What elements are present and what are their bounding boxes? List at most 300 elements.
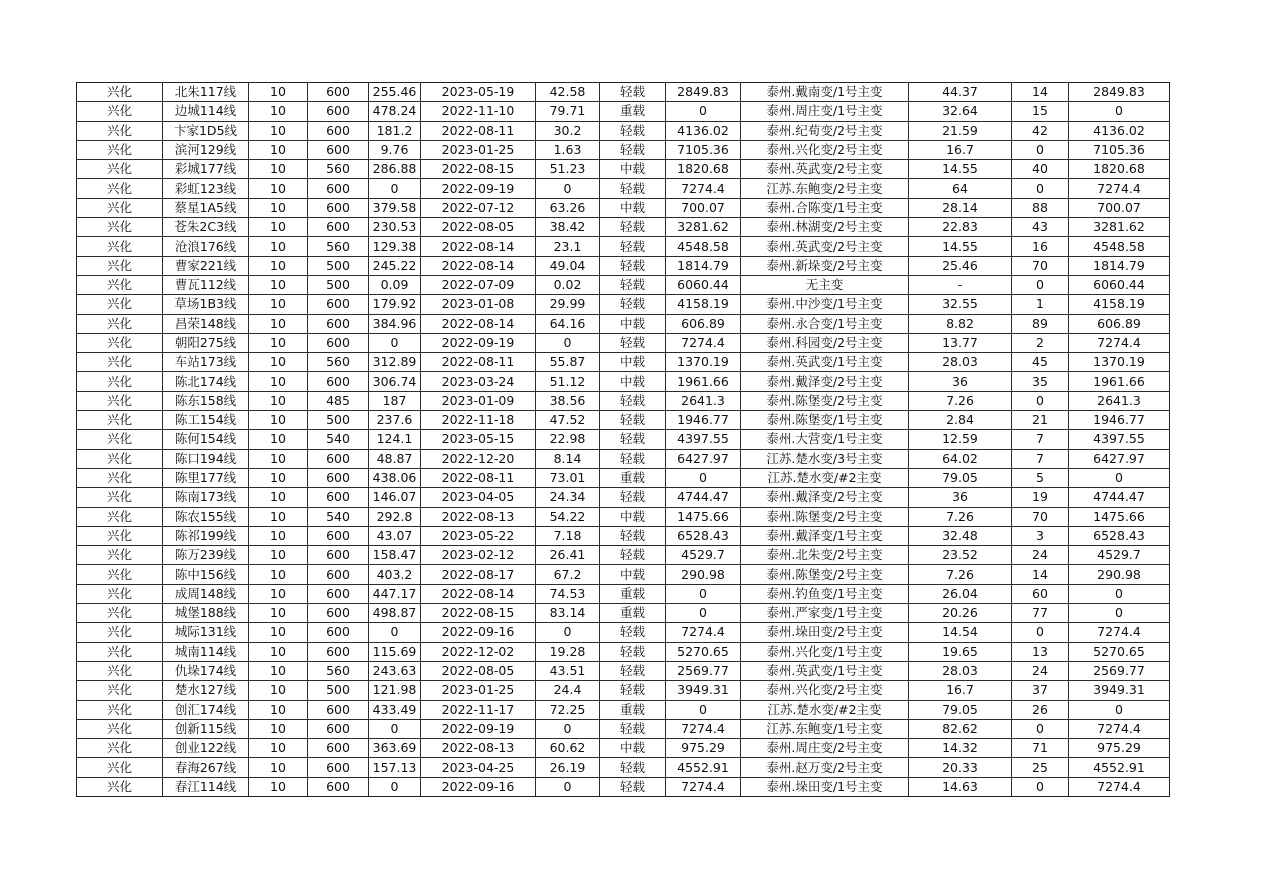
table-row bbox=[77, 526, 1170, 545]
rated-current-cell: 600 bbox=[308, 468, 369, 487]
load-status-cell: 轻载 bbox=[600, 256, 666, 275]
load-rate-cell: 42.58 bbox=[536, 83, 600, 102]
load-status-cell: 轻载 bbox=[600, 295, 666, 314]
county-cell: 兴化 bbox=[77, 83, 163, 102]
load-status-cell: 中载 bbox=[600, 198, 666, 217]
line-name-cell: 滨河129线 bbox=[163, 140, 249, 159]
rated-current-cell: 600 bbox=[308, 565, 369, 584]
rated-current-cell: 500 bbox=[308, 256, 369, 275]
available-capacity-cell: 975.29 bbox=[1069, 739, 1170, 758]
voltage-cell: 10 bbox=[249, 237, 308, 256]
date-cell: 2022-09-16 bbox=[421, 777, 536, 796]
voltage-cell: 10 bbox=[249, 353, 308, 372]
count-cell: 13 bbox=[1012, 642, 1069, 661]
voltage-cell: 10 bbox=[249, 160, 308, 179]
transformer-load-rate-cell: 7.26 bbox=[909, 507, 1012, 526]
max-current-cell: 312.89 bbox=[369, 353, 421, 372]
spreadsheet-page bbox=[76, 82, 1169, 797]
transformer-cell: 泰州.赵万变/2号主变 bbox=[741, 758, 909, 777]
line-name-cell: 草场1B3线 bbox=[163, 295, 249, 314]
remaining-capacity-cell: 6060.44 bbox=[666, 275, 741, 294]
count-cell: 5 bbox=[1012, 468, 1069, 487]
voltage-cell: 10 bbox=[249, 661, 308, 680]
rated-current-cell: 600 bbox=[308, 700, 369, 719]
voltage-cell: 10 bbox=[249, 758, 308, 777]
count-cell: 1 bbox=[1012, 295, 1069, 314]
voltage-cell: 10 bbox=[249, 700, 308, 719]
rated-current-cell: 560 bbox=[308, 237, 369, 256]
date-cell: 2023-03-24 bbox=[421, 372, 536, 391]
rated-current-cell: 600 bbox=[308, 777, 369, 796]
max-current-cell: 187 bbox=[369, 391, 421, 410]
line-name-cell: 成周148线 bbox=[163, 584, 249, 603]
remaining-capacity-cell: 4397.55 bbox=[666, 430, 741, 449]
available-capacity-cell: 1820.68 bbox=[1069, 160, 1170, 179]
available-capacity-cell: 4548.58 bbox=[1069, 237, 1170, 256]
count-cell: 25 bbox=[1012, 758, 1069, 777]
load-status-cell: 重载 bbox=[600, 604, 666, 623]
voltage-cell: 10 bbox=[249, 546, 308, 565]
date-cell: 2022-08-05 bbox=[421, 218, 536, 237]
load-rate-cell: 54.22 bbox=[536, 507, 600, 526]
max-current-cell: 245.22 bbox=[369, 256, 421, 275]
transformer-cell: 泰州.合陈变/1号主变 bbox=[741, 198, 909, 217]
available-capacity-cell: 1475.66 bbox=[1069, 507, 1170, 526]
line-name-cell: 陈祁199线 bbox=[163, 526, 249, 545]
load-status-cell: 轻载 bbox=[600, 179, 666, 198]
load-status-cell: 中载 bbox=[600, 565, 666, 584]
rated-current-cell: 560 bbox=[308, 353, 369, 372]
transformer-load-rate-cell: 32.64 bbox=[909, 102, 1012, 121]
date-cell: 2022-09-19 bbox=[421, 719, 536, 738]
date-cell: 2022-08-11 bbox=[421, 353, 536, 372]
rated-current-cell: 600 bbox=[308, 739, 369, 758]
rated-current-cell: 600 bbox=[308, 314, 369, 333]
table-row bbox=[77, 140, 1170, 159]
line-name-cell: 朝阳275线 bbox=[163, 333, 249, 352]
line-name-cell: 陈何154线 bbox=[163, 430, 249, 449]
table-row bbox=[77, 604, 1170, 623]
county-cell: 兴化 bbox=[77, 102, 163, 121]
max-current-cell: 230.53 bbox=[369, 218, 421, 237]
load-rate-cell: 83.14 bbox=[536, 604, 600, 623]
load-rate-cell: 38.42 bbox=[536, 218, 600, 237]
transformer-load-rate-cell: 28.03 bbox=[909, 353, 1012, 372]
count-cell: 40 bbox=[1012, 160, 1069, 179]
transformer-cell: 泰州.新垛变/2号主变 bbox=[741, 256, 909, 275]
date-cell: 2022-12-20 bbox=[421, 449, 536, 468]
max-current-cell: 384.96 bbox=[369, 314, 421, 333]
max-current-cell: 237.6 bbox=[369, 411, 421, 430]
line-name-cell: 陈中156线 bbox=[163, 565, 249, 584]
remaining-capacity-cell: 6427.97 bbox=[666, 449, 741, 468]
max-current-cell: 0 bbox=[369, 179, 421, 198]
voltage-cell: 10 bbox=[249, 218, 308, 237]
count-cell: 42 bbox=[1012, 121, 1069, 140]
max-current-cell: 129.38 bbox=[369, 237, 421, 256]
available-capacity-cell: 1814.79 bbox=[1069, 256, 1170, 275]
load-status-cell: 重载 bbox=[600, 102, 666, 121]
transformer-cell: 泰州.兴化变/2号主变 bbox=[741, 140, 909, 159]
rated-current-cell: 500 bbox=[308, 275, 369, 294]
date-cell: 2023-05-15 bbox=[421, 430, 536, 449]
rated-current-cell: 500 bbox=[308, 411, 369, 430]
transformer-cell: 泰州.戴泽变/2号主变 bbox=[741, 372, 909, 391]
available-capacity-cell: 7105.36 bbox=[1069, 140, 1170, 159]
date-cell: 2022-08-15 bbox=[421, 604, 536, 623]
rated-current-cell: 560 bbox=[308, 661, 369, 680]
line-name-cell: 城际131线 bbox=[163, 623, 249, 642]
remaining-capacity-cell: 4548.58 bbox=[666, 237, 741, 256]
rated-current-cell: 560 bbox=[308, 160, 369, 179]
line-name-cell: 创新115线 bbox=[163, 719, 249, 738]
table-row bbox=[77, 758, 1170, 777]
table-row bbox=[77, 739, 1170, 758]
remaining-capacity-cell: 606.89 bbox=[666, 314, 741, 333]
available-capacity-cell: 2641.3 bbox=[1069, 391, 1170, 410]
remaining-capacity-cell: 4552.91 bbox=[666, 758, 741, 777]
voltage-cell: 10 bbox=[249, 372, 308, 391]
load-rate-cell: 19.28 bbox=[536, 642, 600, 661]
available-capacity-cell: 4744.47 bbox=[1069, 488, 1170, 507]
table-row bbox=[77, 546, 1170, 565]
date-cell: 2023-01-09 bbox=[421, 391, 536, 410]
voltage-cell: 10 bbox=[249, 333, 308, 352]
county-cell: 兴化 bbox=[77, 681, 163, 700]
transformer-cell: 泰州.永合变/1号主变 bbox=[741, 314, 909, 333]
line-name-cell: 沧浪176线 bbox=[163, 237, 249, 256]
load-rate-cell: 0 bbox=[536, 179, 600, 198]
transformer-load-rate-cell: 22.83 bbox=[909, 218, 1012, 237]
transformer-cell: 泰州.纪荀变/2号主变 bbox=[741, 121, 909, 140]
line-name-cell: 卞家1D5线 bbox=[163, 121, 249, 140]
transformer-cell: 泰州.周庄变/1号主变 bbox=[741, 102, 909, 121]
transformer-cell: 泰州.钓鱼变/1号主变 bbox=[741, 584, 909, 603]
table-row bbox=[77, 411, 1170, 430]
remaining-capacity-cell: 7274.4 bbox=[666, 333, 741, 352]
remaining-capacity-cell: 7274.4 bbox=[666, 719, 741, 738]
line-name-cell: 陈万239线 bbox=[163, 546, 249, 565]
transformer-load-rate-cell: 64.02 bbox=[909, 449, 1012, 468]
date-cell: 2022-11-18 bbox=[421, 411, 536, 430]
load-status-cell: 轻载 bbox=[600, 449, 666, 468]
line-name-cell: 创业122线 bbox=[163, 739, 249, 758]
voltage-cell: 10 bbox=[249, 314, 308, 333]
max-current-cell: 124.1 bbox=[369, 430, 421, 449]
date-cell: 2023-04-05 bbox=[421, 488, 536, 507]
load-status-cell: 轻载 bbox=[600, 83, 666, 102]
date-cell: 2023-05-22 bbox=[421, 526, 536, 545]
count-cell: 89 bbox=[1012, 314, 1069, 333]
date-cell: 2022-08-14 bbox=[421, 314, 536, 333]
remaining-capacity-cell: 0 bbox=[666, 700, 741, 719]
county-cell: 兴化 bbox=[77, 372, 163, 391]
rated-current-cell: 600 bbox=[308, 295, 369, 314]
transformer-cell: 泰州.兴化变/2号主变 bbox=[741, 681, 909, 700]
remaining-capacity-cell: 4744.47 bbox=[666, 488, 741, 507]
transformer-load-rate-cell: 12.59 bbox=[909, 430, 1012, 449]
transformer-load-rate-cell: 14.55 bbox=[909, 237, 1012, 256]
count-cell: 70 bbox=[1012, 507, 1069, 526]
rated-current-cell: 600 bbox=[308, 121, 369, 140]
line-name-cell: 陈北174线 bbox=[163, 372, 249, 391]
available-capacity-cell: 0 bbox=[1069, 584, 1170, 603]
count-cell: 0 bbox=[1012, 777, 1069, 796]
rated-current-cell: 600 bbox=[308, 218, 369, 237]
date-cell: 2022-08-14 bbox=[421, 256, 536, 275]
table-row bbox=[77, 198, 1170, 217]
available-capacity-cell: 0 bbox=[1069, 102, 1170, 121]
load-rate-cell: 47.52 bbox=[536, 411, 600, 430]
transformer-cell: 泰州.陈堡变/2号主变 bbox=[741, 391, 909, 410]
county-cell: 兴化 bbox=[77, 333, 163, 352]
transformer-load-rate-cell: 20.26 bbox=[909, 604, 1012, 623]
voltage-cell: 10 bbox=[249, 468, 308, 487]
county-cell: 兴化 bbox=[77, 604, 163, 623]
transformer-load-rate-cell: 79.05 bbox=[909, 468, 1012, 487]
date-cell: 2022-08-15 bbox=[421, 160, 536, 179]
count-cell: 19 bbox=[1012, 488, 1069, 507]
county-cell: 兴化 bbox=[77, 353, 163, 372]
load-status-cell: 轻载 bbox=[600, 777, 666, 796]
transformer-cell: 泰州.大营变/1号主变 bbox=[741, 430, 909, 449]
line-name-cell: 彩城177线 bbox=[163, 160, 249, 179]
remaining-capacity-cell: 4158.19 bbox=[666, 295, 741, 314]
max-current-cell: 403.2 bbox=[369, 565, 421, 584]
count-cell: 7 bbox=[1012, 430, 1069, 449]
max-current-cell: 447.17 bbox=[369, 584, 421, 603]
line-name-cell: 楚水127线 bbox=[163, 681, 249, 700]
load-rate-cell: 0 bbox=[536, 777, 600, 796]
max-current-cell: 0 bbox=[369, 777, 421, 796]
transformer-load-rate-cell: 79.05 bbox=[909, 700, 1012, 719]
count-cell: 0 bbox=[1012, 391, 1069, 410]
transformer-load-rate-cell: 64 bbox=[909, 179, 1012, 198]
line-name-cell: 春江114线 bbox=[163, 777, 249, 796]
county-cell: 兴化 bbox=[77, 739, 163, 758]
count-cell: 3 bbox=[1012, 526, 1069, 545]
transformer-load-rate-cell: 16.7 bbox=[909, 140, 1012, 159]
date-cell: 2022-08-14 bbox=[421, 584, 536, 603]
date-cell: 2022-08-13 bbox=[421, 739, 536, 758]
line-name-cell: 曹家221线 bbox=[163, 256, 249, 275]
table-row bbox=[77, 565, 1170, 584]
available-capacity-cell: 4158.19 bbox=[1069, 295, 1170, 314]
date-cell: 2023-01-25 bbox=[421, 681, 536, 700]
table-row bbox=[77, 237, 1170, 256]
rated-current-cell: 540 bbox=[308, 430, 369, 449]
voltage-cell: 10 bbox=[249, 295, 308, 314]
date-cell: 2022-12-02 bbox=[421, 642, 536, 661]
remaining-capacity-cell: 290.98 bbox=[666, 565, 741, 584]
transformer-load-rate-cell: 25.46 bbox=[909, 256, 1012, 275]
line-name-cell: 城南114线 bbox=[163, 642, 249, 661]
load-rate-cell: 8.14 bbox=[536, 449, 600, 468]
load-status-cell: 轻载 bbox=[600, 623, 666, 642]
remaining-capacity-cell: 7274.4 bbox=[666, 777, 741, 796]
line-name-cell: 创汇174线 bbox=[163, 700, 249, 719]
transformer-load-rate-cell: 13.77 bbox=[909, 333, 1012, 352]
available-capacity-cell: 2569.77 bbox=[1069, 661, 1170, 680]
county-cell: 兴化 bbox=[77, 140, 163, 159]
county-cell: 兴化 bbox=[77, 700, 163, 719]
date-cell: 2023-02-12 bbox=[421, 546, 536, 565]
remaining-capacity-cell: 0 bbox=[666, 102, 741, 121]
date-cell: 2022-11-17 bbox=[421, 700, 536, 719]
remaining-capacity-cell: 4529.7 bbox=[666, 546, 741, 565]
voltage-cell: 10 bbox=[249, 449, 308, 468]
count-cell: 77 bbox=[1012, 604, 1069, 623]
remaining-capacity-cell: 6528.43 bbox=[666, 526, 741, 545]
transformer-load-rate-cell: 28.14 bbox=[909, 198, 1012, 217]
load-rate-cell: 0 bbox=[536, 623, 600, 642]
load-rate-cell: 60.62 bbox=[536, 739, 600, 758]
max-current-cell: 379.58 bbox=[369, 198, 421, 217]
max-current-cell: 181.2 bbox=[369, 121, 421, 140]
county-cell: 兴化 bbox=[77, 661, 163, 680]
county-cell: 兴化 bbox=[77, 411, 163, 430]
transformer-load-rate-cell: 7.26 bbox=[909, 391, 1012, 410]
load-rate-cell: 72.25 bbox=[536, 700, 600, 719]
line-name-cell: 陈工154线 bbox=[163, 411, 249, 430]
rated-current-cell: 600 bbox=[308, 372, 369, 391]
rated-current-cell: 600 bbox=[308, 623, 369, 642]
load-status-cell: 中载 bbox=[600, 314, 666, 333]
rated-current-cell: 600 bbox=[308, 642, 369, 661]
transformer-cell: 泰州.戴南变/1号主变 bbox=[741, 83, 909, 102]
available-capacity-cell: 7274.4 bbox=[1069, 623, 1170, 642]
county-cell: 兴化 bbox=[77, 121, 163, 140]
max-current-cell: 121.98 bbox=[369, 681, 421, 700]
feeder-load-table bbox=[76, 82, 1170, 797]
remaining-capacity-cell: 975.29 bbox=[666, 739, 741, 758]
count-cell: 0 bbox=[1012, 275, 1069, 294]
transformer-load-rate-cell: 23.52 bbox=[909, 546, 1012, 565]
transformer-cell: 泰州.垛田变/1号主变 bbox=[741, 777, 909, 796]
load-status-cell: 轻载 bbox=[600, 526, 666, 545]
count-cell: 0 bbox=[1012, 623, 1069, 642]
load-status-cell: 中载 bbox=[600, 160, 666, 179]
date-cell: 2022-08-17 bbox=[421, 565, 536, 584]
transformer-load-rate-cell: 20.33 bbox=[909, 758, 1012, 777]
load-rate-cell: 0 bbox=[536, 719, 600, 738]
available-capacity-cell: 7274.4 bbox=[1069, 777, 1170, 796]
max-current-cell: 478.24 bbox=[369, 102, 421, 121]
voltage-cell: 10 bbox=[249, 411, 308, 430]
load-rate-cell: 29.99 bbox=[536, 295, 600, 314]
load-rate-cell: 51.12 bbox=[536, 372, 600, 391]
transformer-load-rate-cell: 36 bbox=[909, 372, 1012, 391]
table-row bbox=[77, 507, 1170, 526]
available-capacity-cell: 1961.66 bbox=[1069, 372, 1170, 391]
voltage-cell: 10 bbox=[249, 681, 308, 700]
transformer-cell: 江苏.东鲍变/1号主变 bbox=[741, 719, 909, 738]
voltage-cell: 10 bbox=[249, 256, 308, 275]
transformer-load-rate-cell: 19.65 bbox=[909, 642, 1012, 661]
load-rate-cell: 79.71 bbox=[536, 102, 600, 121]
load-status-cell: 轻载 bbox=[600, 681, 666, 700]
county-cell: 兴化 bbox=[77, 719, 163, 738]
rated-current-cell: 600 bbox=[308, 449, 369, 468]
load-status-cell: 重载 bbox=[600, 700, 666, 719]
load-status-cell: 轻载 bbox=[600, 237, 666, 256]
available-capacity-cell: 6528.43 bbox=[1069, 526, 1170, 545]
max-current-cell: 0 bbox=[369, 333, 421, 352]
transformer-cell: 泰州.英武变/1号主变 bbox=[741, 353, 909, 372]
remaining-capacity-cell: 2849.83 bbox=[666, 83, 741, 102]
transformer-load-rate-cell: 32.55 bbox=[909, 295, 1012, 314]
county-cell: 兴化 bbox=[77, 295, 163, 314]
transformer-cell: 江苏.东鲍变/2号主变 bbox=[741, 179, 909, 198]
available-capacity-cell: 7274.4 bbox=[1069, 719, 1170, 738]
table-row bbox=[77, 160, 1170, 179]
load-status-cell: 轻载 bbox=[600, 275, 666, 294]
remaining-capacity-cell: 1820.68 bbox=[666, 160, 741, 179]
transformer-load-rate-cell: 26.04 bbox=[909, 584, 1012, 603]
load-status-cell: 中载 bbox=[600, 353, 666, 372]
load-rate-cell: 24.4 bbox=[536, 681, 600, 700]
date-cell: 2022-08-14 bbox=[421, 237, 536, 256]
table-row bbox=[77, 661, 1170, 680]
voltage-cell: 10 bbox=[249, 391, 308, 410]
line-name-cell: 陈农155线 bbox=[163, 507, 249, 526]
voltage-cell: 10 bbox=[249, 507, 308, 526]
available-capacity-cell: 606.89 bbox=[1069, 314, 1170, 333]
county-cell: 兴化 bbox=[77, 391, 163, 410]
load-status-cell: 轻载 bbox=[600, 719, 666, 738]
rated-current-cell: 600 bbox=[308, 83, 369, 102]
table-row bbox=[77, 121, 1170, 140]
count-cell: 35 bbox=[1012, 372, 1069, 391]
county-cell: 兴化 bbox=[77, 256, 163, 275]
county-cell: 兴化 bbox=[77, 488, 163, 507]
county-cell: 兴化 bbox=[77, 218, 163, 237]
line-name-cell: 车站173线 bbox=[163, 353, 249, 372]
load-status-cell: 轻载 bbox=[600, 758, 666, 777]
available-capacity-cell: 0 bbox=[1069, 468, 1170, 487]
available-capacity-cell: 4397.55 bbox=[1069, 430, 1170, 449]
count-cell: 0 bbox=[1012, 140, 1069, 159]
table-row bbox=[77, 179, 1170, 198]
load-rate-cell: 0 bbox=[536, 333, 600, 352]
available-capacity-cell: 2849.83 bbox=[1069, 83, 1170, 102]
rated-current-cell: 600 bbox=[308, 102, 369, 121]
available-capacity-cell: 7274.4 bbox=[1069, 333, 1170, 352]
date-cell: 2023-05-19 bbox=[421, 83, 536, 102]
voltage-cell: 10 bbox=[249, 83, 308, 102]
remaining-capacity-cell: 3281.62 bbox=[666, 218, 741, 237]
date-cell: 2022-07-09 bbox=[421, 275, 536, 294]
line-name-cell: 城堡188线 bbox=[163, 604, 249, 623]
line-name-cell: 陈里177线 bbox=[163, 468, 249, 487]
load-rate-cell: 55.87 bbox=[536, 353, 600, 372]
county-cell: 兴化 bbox=[77, 546, 163, 565]
voltage-cell: 10 bbox=[249, 198, 308, 217]
remaining-capacity-cell: 1961.66 bbox=[666, 372, 741, 391]
load-status-cell: 中载 bbox=[600, 372, 666, 391]
max-current-cell: 0.09 bbox=[369, 275, 421, 294]
transformer-cell: 泰州.中沙变/1号主变 bbox=[741, 295, 909, 314]
max-current-cell: 115.69 bbox=[369, 642, 421, 661]
count-cell: 0 bbox=[1012, 179, 1069, 198]
transformer-cell: 泰州.科园变/2号主变 bbox=[741, 333, 909, 352]
county-cell: 兴化 bbox=[77, 468, 163, 487]
remaining-capacity-cell: 1814.79 bbox=[666, 256, 741, 275]
count-cell: 24 bbox=[1012, 546, 1069, 565]
count-cell: 16 bbox=[1012, 237, 1069, 256]
date-cell: 2023-04-25 bbox=[421, 758, 536, 777]
date-cell: 2023-01-08 bbox=[421, 295, 536, 314]
